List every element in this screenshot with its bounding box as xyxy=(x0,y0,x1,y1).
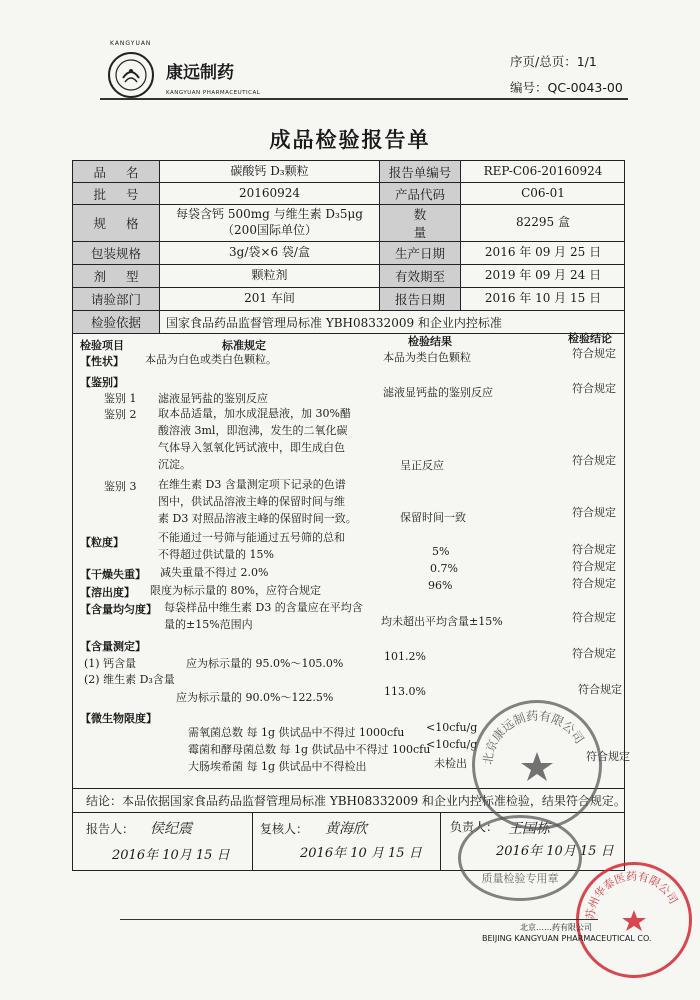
drying-conclusion: 符合规定 xyxy=(572,560,616,573)
granularity-title: 【粒度】 xyxy=(80,536,124,549)
assay2-standard: 应为标示量的 90.0%～122.5% xyxy=(176,691,334,704)
col-line xyxy=(252,812,253,870)
granularity-result: 5% xyxy=(432,545,450,558)
dept-label: 请验部门 xyxy=(90,292,141,307)
qc-stamp xyxy=(458,815,582,901)
responsible-label: 负责人： xyxy=(450,820,499,834)
header-divider xyxy=(100,98,628,100)
qc-stamp-text: 质量检验专用章 xyxy=(481,872,559,885)
ident1-conclusion: 符合规定 xyxy=(572,382,616,395)
company-name-en: KANGYUAN PHARMACEUTICAL xyxy=(166,90,261,96)
row-line xyxy=(72,333,625,334)
micro3-standard: 大肠埃希菌 每 1g 供试品中不得检出 xyxy=(188,760,367,773)
drying-result: 0.7% xyxy=(430,562,458,575)
dissolution-title: 【溶出度】 xyxy=(80,586,135,599)
ident3-standard-1: 在维生素 D3 含量测定项下记录的色谱 xyxy=(158,478,346,491)
ident2-standard-2: 酸溶液 3ml，即泡沸，发生的二氧化碳 xyxy=(158,424,348,437)
reviewer-signature: 黄海欣 xyxy=(325,821,367,837)
granularity-conclusion: 符合规定 xyxy=(572,543,616,556)
ident2-label: 鉴别 2 xyxy=(104,408,137,421)
character-title: 【性状】 xyxy=(80,355,124,368)
granularity-standard-2: 不得超过供试量的 15% xyxy=(158,548,274,561)
responsible-date: 2016年 10月 15 日 xyxy=(496,844,614,859)
ident3-standard-3: 素 D3 对照品溶液主峰的保留时间一致。 xyxy=(158,512,357,525)
uniformity-conclusion: 符合规定 xyxy=(572,611,616,624)
ident3-label: 鉴别 3 xyxy=(104,480,137,493)
micro2-standard: 霉菌和酵母菌总数 每 1g 供试品中不得过 100cfu xyxy=(188,743,431,756)
drying-title: 【干燥失重】 xyxy=(80,568,146,581)
micro1-result: <10cfu/g xyxy=(426,721,478,734)
expiry-value: 2019 年 09 月 24 日 xyxy=(484,268,602,283)
mfg-date-value: 2016 年 09 月 25 日 xyxy=(484,245,602,260)
col-line xyxy=(440,812,441,870)
character-result: 本品为类白色颗粒 xyxy=(383,351,471,364)
assay1-standard: 应为标示量的 95.0%～105.0% xyxy=(186,657,344,670)
responsible-signature: 王国栋 xyxy=(508,821,550,837)
red-seal-graphic xyxy=(582,868,686,972)
uniformity-standard-1: 每袋样品中维生素 D3 的含量应在平均含 xyxy=(164,601,363,614)
batch-label: 批号 xyxy=(93,186,159,202)
basis-label: 检验依据 xyxy=(90,315,141,330)
col-header-item: 检验项目 xyxy=(80,339,124,352)
company-stamp-text: 北京康远制药有限公司 xyxy=(480,708,587,766)
ident2-standard-4: 沉淀。 xyxy=(158,458,191,471)
footer-company-en: BEIJING KANGYUAN PHARMACEUTICAL CO. xyxy=(482,934,652,943)
page-number: 序页/总页：1/1 xyxy=(510,54,597,69)
reviewer-label: 复核人： xyxy=(260,822,309,836)
footer-divider xyxy=(120,919,598,920)
reporter-date: 2016年 10月 15 日 xyxy=(112,848,230,863)
uniformity-standard-2: 量的±15%范围内 xyxy=(164,618,253,631)
spec-label: 规格 xyxy=(93,216,159,231)
red-seal-stamp xyxy=(576,862,692,978)
logo-ring-text: KANGYUAN xyxy=(110,40,152,47)
document-number: 编号：QC-0043-00 xyxy=(510,80,623,95)
report-no-value: REP-C06-20160924 xyxy=(483,163,603,178)
footer-company-cn: 北京……药有限公司 xyxy=(520,923,592,932)
col-header-conclusion: 检验结论 xyxy=(568,332,612,345)
character-standard: 本品为白色或类白色颗粒。 xyxy=(145,353,277,366)
uniformity-result: 均未超出平均含量±15% xyxy=(381,615,503,628)
micro3-result: 未检出 xyxy=(434,757,467,770)
report-date-label: 报告日期 xyxy=(394,292,445,307)
ident-title: 【鉴别】 xyxy=(80,376,124,389)
reporter-label: 报告人： xyxy=(86,822,135,836)
form-label: 剂型 xyxy=(93,269,159,284)
assay2-conclusion: 符合规定 xyxy=(578,683,622,696)
micro-title: 【微生物限度】 xyxy=(80,712,157,725)
spec-value: 每袋含钙 500mg 与维生素 D₃5μg（200国际单位） xyxy=(176,207,363,237)
ident2-conclusion: 符合规定 xyxy=(572,454,616,467)
mfg-date-label: 生产日期 xyxy=(394,246,445,261)
col-header-result: 检验结果 xyxy=(408,335,452,348)
reviewer-date: 2016年 10 月 15 日 xyxy=(300,846,422,861)
form-value: 颗粒剂 xyxy=(251,268,288,283)
ident1-label: 鉴别 1 xyxy=(104,392,137,405)
expiry-label: 有效期至 xyxy=(394,269,445,284)
dissolution-conclusion: 符合规定 xyxy=(572,577,616,590)
dept-value: 201 车间 xyxy=(244,291,295,306)
ident3-result: 保留时间一致 xyxy=(400,511,466,524)
packaging-value: 3g/袋×6 袋/盒 xyxy=(229,245,310,260)
col-header-standard: 标准规定 xyxy=(222,339,266,352)
product-name-value: 碳酸钙 D₃颗粒 xyxy=(230,163,309,178)
ident2-standard-3: 气体导入氢氧化钙试液中，即生成白色 xyxy=(158,441,345,454)
assay1-label: (1) 钙含量 xyxy=(84,657,137,670)
company-name: 康远制药 xyxy=(166,63,234,83)
ident3-standard-2: 图中，供试品溶液主峰的保留时间与维 xyxy=(158,495,345,508)
micro1-standard: 需氧菌总数 每 1g 供试品中不得过 1000cfu xyxy=(188,726,405,739)
quantity-label: 数量 xyxy=(413,207,447,240)
report-date-value: 2016 年 10 月 15 日 xyxy=(484,291,602,306)
page-title: 成品检验报告单 xyxy=(269,128,431,152)
basis-value: 国家食品药品监督管理局标准 YBH08332009 和企业内控标准 xyxy=(166,315,502,330)
dissolution-standard: 限度为标示量的 80%，应符合规定 xyxy=(150,584,321,597)
logo-emblem-icon xyxy=(114,58,148,92)
ident3-conclusion: 符合规定 xyxy=(572,506,616,519)
quantity-value: 82295 盒 xyxy=(516,215,570,230)
red-seal-text: 苏州华泰医药有限公司 xyxy=(583,869,681,921)
drying-standard: 减失重量不得过 2.0% xyxy=(160,566,269,579)
product-name-label: 品名 xyxy=(93,164,159,180)
ident2-result: 呈正反应 xyxy=(400,459,444,472)
assay2-result: 113.0% xyxy=(384,685,426,698)
micro-conclusion: 符合规定 xyxy=(586,750,630,763)
batch-value: 20160924 xyxy=(238,185,301,200)
granularity-standard-1: 不能通过一号筛与能通过五号筛的总和 xyxy=(158,531,345,544)
assay1-result: 101.2% xyxy=(384,650,426,663)
character-conclusion: 符合规定 xyxy=(572,347,616,360)
assay2-label: (2) 维生素 D₃含量 xyxy=(84,673,175,686)
micro2-result: <10cfu/g xyxy=(426,738,478,751)
reporter-signature: 侯纪震 xyxy=(150,821,192,837)
assay-title: 【含量测定】 xyxy=(80,640,146,653)
report-no-label: 报告单编号 xyxy=(388,164,452,180)
packaging-label: 包装规格 xyxy=(90,246,141,261)
ident1-result: 滤液显钙盐的鉴别反应 xyxy=(383,386,493,399)
company-logo xyxy=(108,52,154,98)
ident1-standard: 滤液显钙盐的鉴别反应 xyxy=(158,392,268,405)
ident2-standard-1: 取本品适量，加水成混悬液，加 30%醋 xyxy=(158,407,351,420)
company-stamp-graphic xyxy=(478,706,596,824)
svg-text:北京康远制药有限公司 xyxy=(481,709,587,766)
product-code-value: C06-01 xyxy=(521,185,565,200)
svg-text:苏州华泰医药有限公司 xyxy=(583,869,680,921)
assay1-conclusion: 符合规定 xyxy=(572,647,616,660)
conclusion-text: 结论：本品依据国家食品药品监督管理局标准 YBH08332009 和企业内控标准检验，结果符合规定。 xyxy=(86,794,626,808)
dissolution-result: 96% xyxy=(428,579,453,592)
company-stamp xyxy=(472,700,602,830)
uniformity-title: 【含量均匀度】 xyxy=(80,603,157,616)
product-code-label: 产品代码 xyxy=(394,186,445,202)
